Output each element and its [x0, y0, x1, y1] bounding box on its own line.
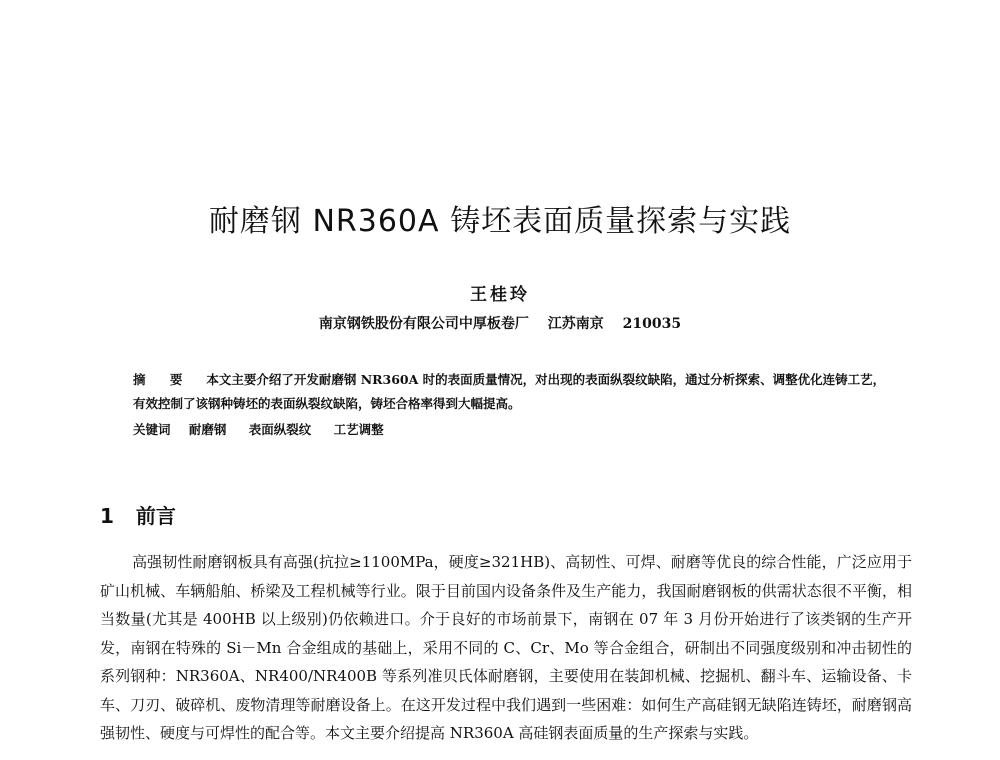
author-affiliation: 南京钢铁股份有限公司中厚板卷厂 江苏南京 210035	[318, 316, 682, 332]
section-number: 1	[100, 504, 114, 528]
section-title: 前言	[135, 504, 176, 528]
abstract-text: 本文主要介绍了开发耐磨钢 NR360A 时的表面质量情况，对出现的表面纵裂纹缺陷，通过分析探索、调整优化连铸工艺，有效控制了该钢种铸坯的表面纵裂纹缺陷，铸坯合格率得到大幅提高。	[133, 372, 886, 411]
keyword: 表面纵裂纹	[248, 422, 312, 437]
body-paragraph-text: 高强韧性耐磨钢板具有高强(抗拉≥1100MPa，硬度≥321HB)、高韧性、可焊、耐磨等优良的综合性能，广泛应用于矿山机械、车辆船舶、桥梁及工程机械等行业。限于目前国内设备条件及生产能力，我国耐磨钢板的供需状态很不平衡，相当数量(尤其是 400HB 以上级别)仍依赖进口。介于良好的市场前景下，南钢在 07 年 3 月份开始进行了该类钢的生产开发，南钢在特殊的 Si－Mn 合金组成的基础上，采用不同的 C、Cr、Mo 等合金组合，研制出不同强度级别和冲击韧性的系列钢种：NR360A、NR400/NR400B 等系列准贝氏体耐磨钢，主要使用在装卸机械、挖掘机、翻斗车、运输设备、卡车、刀刃、破碎机、废物清理等耐磨设备上。在这开发过程中我们遇到一些困难：如何生产高硅钢无缺陷连铸坯，耐磨钢高强韧性、硬度与可焊性的配合等。本文主要介绍提高 NR360A 高硅钢表面质量的生产探索与实践。	[100, 553, 912, 742]
section-heading	[100, 500, 176, 529]
keyword: 耐磨钢	[188, 422, 227, 437]
keywords-block	[133, 420, 893, 438]
abstract-block	[133, 368, 893, 416]
author-name: 王桂玲	[470, 285, 530, 305]
keyword: 工艺调整	[333, 422, 384, 437]
keywords-label: 关键词	[133, 422, 171, 437]
abstract-label: 摘 要	[133, 372, 193, 387]
body-paragraph	[100, 548, 912, 748]
paper-title: 耐磨钢 NR360A 铸坯表面质量探索与实践	[208, 204, 792, 239]
